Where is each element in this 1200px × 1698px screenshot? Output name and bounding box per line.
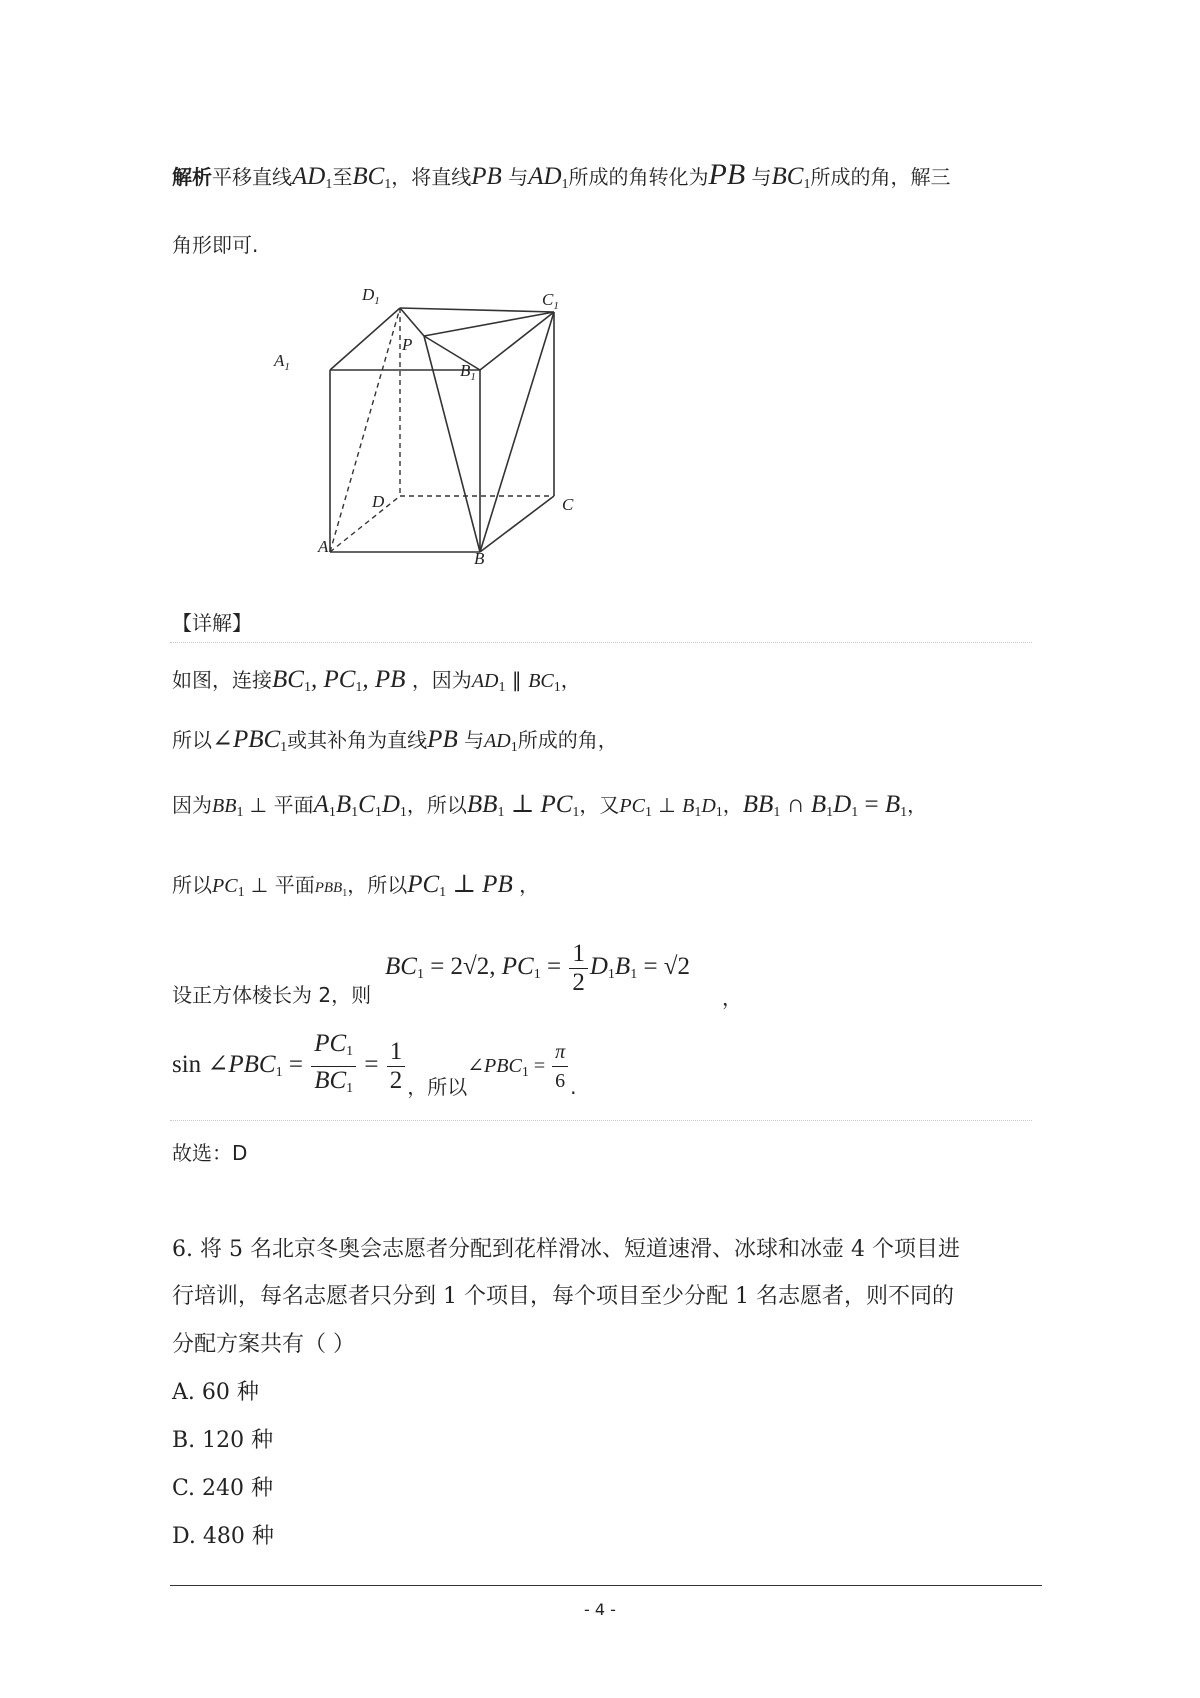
detail-line-5-comma: ， bbox=[722, 986, 742, 1010]
label-P: P bbox=[402, 335, 413, 354]
question-line-3: 分配方案共有（ ） bbox=[172, 1332, 355, 1357]
detail-line-1: 如图，连接$BC_1$, $PC_1$, PB ，因为$AD_1$ ∥ $BC_1$， bbox=[172, 666, 581, 695]
option-c: C. 240 种 bbox=[172, 1476, 274, 1501]
detail-line-5-text: 设正方体棱长为 2，则 bbox=[172, 983, 372, 1007]
footer-rule bbox=[170, 1585, 1042, 1586]
analysis-line-1: 解析平移直线$AD_1$至$BC_1$，将直线PB 与$AD_1$所成的角转化为PB 与$BC_1$所成的角，解三 bbox=[172, 158, 951, 192]
option-a: A. 60 种 bbox=[172, 1380, 259, 1405]
option-d: D. 480 种 bbox=[172, 1524, 274, 1549]
detail-answer: 故选：D bbox=[172, 1141, 248, 1165]
detail-line-3: 因为$BB_1$ ⊥ 平面$A_1B_1C_1D_1$，所以$BB_1$ ⊥ $PC_1$，又$PC_1$ ⊥ $B_1D_1$，$BB_1$ ∩ $B_1D_1 = B_1$， bbox=[172, 791, 928, 820]
cube-figure bbox=[274, 285, 630, 620]
detail-line-4: 所以$PC_1$ ⊥ 平面$PBB_1$，所以$PC_1$ ⊥ PB ， bbox=[172, 871, 540, 900]
label-C: C bbox=[562, 495, 574, 514]
label-C1: $C_1$ bbox=[542, 290, 559, 312]
math-AD1: $AD_1$ bbox=[292, 163, 333, 192]
label-B1: $B_1$ bbox=[460, 361, 476, 383]
detail-line-2: 所以$\angle PBC_1$或其补角为直线PB 与$AD_1$所成的角， bbox=[172, 726, 618, 755]
analysis-label: 解析 bbox=[172, 165, 212, 189]
label-D1: $D_1$ bbox=[362, 285, 380, 307]
label-D: D bbox=[372, 492, 385, 511]
analysis-line-2: 角形即可. bbox=[172, 233, 259, 257]
page-number: - 4 - bbox=[584, 1600, 616, 1619]
question-line-2: 行培训，每名志愿者只分到 1 个项目，每个项目至少分配 1 名志愿者，则不同的 bbox=[172, 1284, 954, 1309]
question-line-1: 6. 将 5 名北京冬奥会志愿者分配到花样滑冰、短道速滑、冰球和冰壶 4 个项目进 bbox=[172, 1237, 960, 1262]
math-BC1: $BC_1$ bbox=[352, 163, 392, 192]
option-b: B. 120 种 bbox=[172, 1428, 274, 1453]
dotted-divider-top bbox=[170, 642, 1032, 643]
detail-line-6: $\sin \angle PBC_1$ = $\frac{PC_1}{BC_1}$ = $\frac{1}{2}$ ，所以$\angle PBC_1$ = $\frac{\pi}{6}$ . bbox=[172, 1030, 577, 1099]
dotted-divider-bottom bbox=[170, 1120, 1032, 1121]
detail-heading: 【详解】 bbox=[172, 611, 252, 635]
label-A1: $A_1$ bbox=[274, 351, 290, 373]
label-A: A bbox=[318, 537, 329, 556]
label-B: B bbox=[474, 549, 485, 568]
detail-line-5-formula: $BC_1 = 2√2$, $PC_1$ = $\frac{1}{2}$ $D_1B_1 = √2$ bbox=[385, 940, 691, 996]
